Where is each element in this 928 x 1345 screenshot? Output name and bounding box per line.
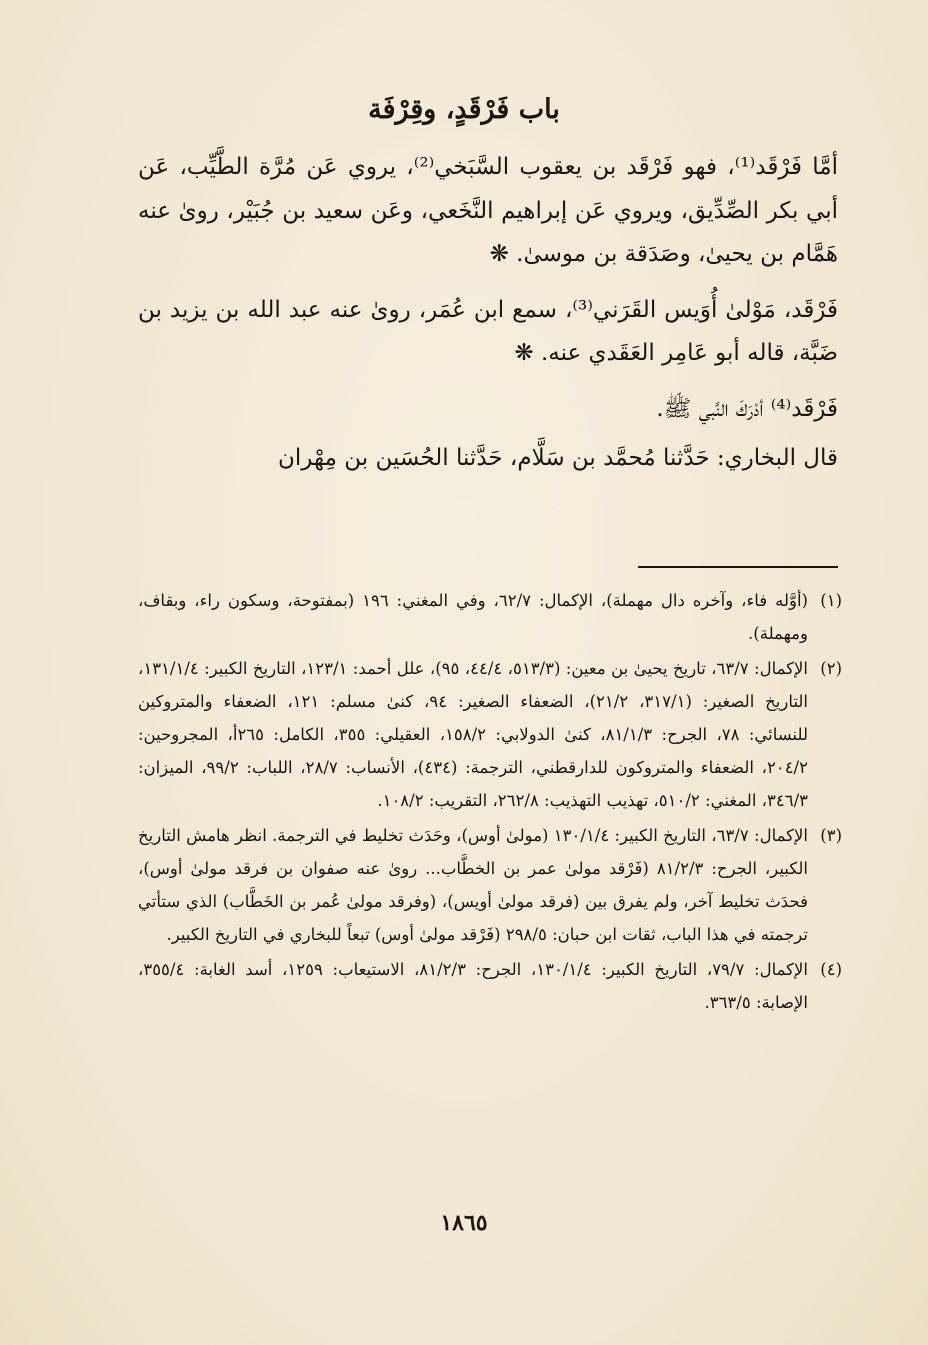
footnote-number: (٣) [820, 826, 842, 845]
footnote-divider [638, 566, 838, 568]
page-number: ١٨٦٥ [440, 1210, 488, 1236]
footnote-3 [138, 819, 842, 951]
paragraph-farqad-adraka: فَرْقَد⁽⁴⁾ أدْرَكَ النَّبي ﷺ. [656, 395, 838, 422]
footnote-text: الإكمال: ٦٣/٧، تاريخ يحيىٰ بن معين: (٥١٣/٣، ٤٤/٤، ٩٥)، علل أحمد: ١٢٣/١، التاريخ الكبير: ١٣١/١/٤، التاريخ الصغير: (٣١٧/١، ٢١/٢)، الضعفاء الصغير: ٩٤، كنىٰ مسلم: ١٢١، الضعفاء والمتروكين للنسائي: ٧٨، الجرح: ٨١/١/٣، كنىٰ الدولابي: ١٥٨/٢، العقيلي: ٣٥٥، الكامل: ٢٦٥أ، المجروحين: ٢٠٤/٢، الضعفاء والمتروكون للدارقطني، الترجمة: (٤٣٤)، الأنساب: ٢٨/٧، اللباب: ٩٩/٢، الميزان: ٣٤٦/٣، المغني: ٥١٠/٢، تهذيب التهذيب: ٢٦٢/٨، التقريب: ١٠٨/٢. [138, 659, 808, 810]
footnotes [138, 584, 842, 1021]
footnote-number: (٢) [820, 659, 842, 678]
chapter-title: باب فَرْقَدٍ، وقِرْفَة [368, 94, 560, 125]
paragraph-bukhari-isnad: قال البخاري: حَدَّثنا مُحمَّد بن سَلَّام، حَدَّثنا الحُسَين بن مِهْران [278, 445, 838, 471]
footnote-2 [138, 652, 842, 817]
footnote-text: الإكمال: ٦٣/٧، التاريخ الكبير: ١٣٠/١/٤ (مولىٰ أوس)، وحَدَث تخليط في الترجمة. انظر هامش التاريخ الكبير، الجرح: ٨١/٢/٣ (فَرْقد مولىٰ عمر بن الخطَّاب... روىٰ عنه صفوان بن فرقد مولىٰ أوس)، فحدَث تخليط آخر، ولم يفرق بين (فرقد مولىٰ أويس)، (وفرقد مولىٰ عُمر بن الخَطَّاب) الذي ستأتي ترجمته في هذا الباب، ثقات ابن حبان: ٢٩٨/٥ (فَرْقد مولىٰ أوس) تبعاً للبخاري في التاريخ الكبير. [138, 826, 809, 944]
footnote-text: (أوَّله فاء، وآخره دال مهملة)، الإكمال: ٦٢/٧، وفي المغني: ١٩٦ (بمفتوحة، وسكون راء، وبقاف، ومهملة). [138, 591, 808, 643]
footnote-number: (١) [820, 591, 842, 610]
footnote-number: (٤) [820, 960, 842, 979]
footnote-text: الإكمال: ٧٩/٧، التاريخ الكبير: ١٣٠/١/٤، الجرح: ٨١/٢/٣، الاستيعاب: ١٢٥٩، أسد الغابة: ٣٥٥/٤، الإصابة: ٣٦٣/٥. [138, 960, 808, 1012]
main-text [138, 146, 838, 493]
footnote-1 [138, 584, 842, 650]
paragraph-farqad-mawla-uways: فَرْقَد، مَوْلىٰ أُوَيس القَرَني⁽³⁾، سمع ابن عُمَر، روىٰ عنه عبد الله بن يزيد بن ضَبَّة، قاله أبو عَامِر العَقَدي عنه. ❋ [138, 296, 838, 366]
footnote-4 [138, 953, 842, 1019]
paragraph-farqad-sabakhi: أمَّا فَرْقَد⁽¹⁾، فهو فَرْقَد بن يعقوب السَّبَخي⁽²⁾، يروي عَن مُرَّة الطَّيِّب، عَن أبي بكر الصِّدِّيق، ويروي عَن إبراهيم النَّخَعي، وعَن سعيد بن جُبَيْر، روىٰ عنه هَمَّام بن يحيىٰ، وصَدَقة بن موسىٰ. ❋ [138, 154, 838, 267]
